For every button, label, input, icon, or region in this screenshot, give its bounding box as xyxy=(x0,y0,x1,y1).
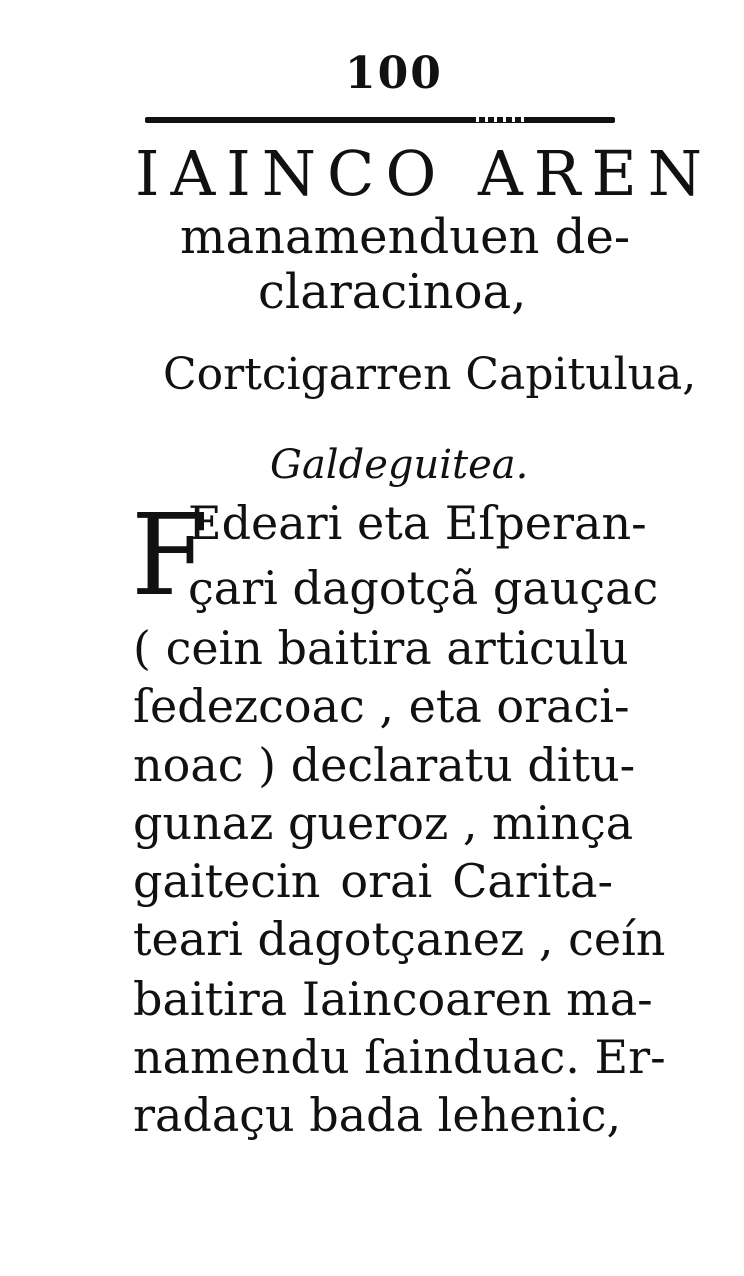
header-rule xyxy=(145,117,615,123)
body-line: çari dagotçã gauçac xyxy=(188,561,659,615)
body-line: teari dagotçanez , ceín xyxy=(133,912,666,966)
body-line: ( cein baitira articulu xyxy=(133,621,629,675)
subtitle-line-2: claracinoa, xyxy=(258,264,527,320)
body-line: gunaz gueroz , minça xyxy=(133,796,634,850)
subtitle-line-1: manamenduen de- xyxy=(180,209,631,265)
body-line: baitira Iaincoaren ma- xyxy=(133,972,653,1026)
body-line: ſedezcoac , eta oraci- xyxy=(133,679,630,733)
body-line: noac ) declaratu ditu- xyxy=(133,738,636,792)
section-heading: Galdeguitea. xyxy=(270,442,529,488)
header-rule-broken-segment xyxy=(470,117,530,122)
drop-cap: F xyxy=(131,491,209,621)
chapter-heading: Cortcigarren Capitulua, xyxy=(163,349,697,400)
body-line: gaitecin orai Carita- xyxy=(133,854,613,908)
body-line: namendu ſainduac. Er- xyxy=(133,1030,666,1084)
page-number: 100 xyxy=(345,48,443,99)
body-line: radaçu bada lehenic, xyxy=(133,1088,622,1142)
body-line: Edeari eta Eſperan- xyxy=(188,496,647,550)
chapter-title: IAINCO AREN xyxy=(135,137,713,210)
